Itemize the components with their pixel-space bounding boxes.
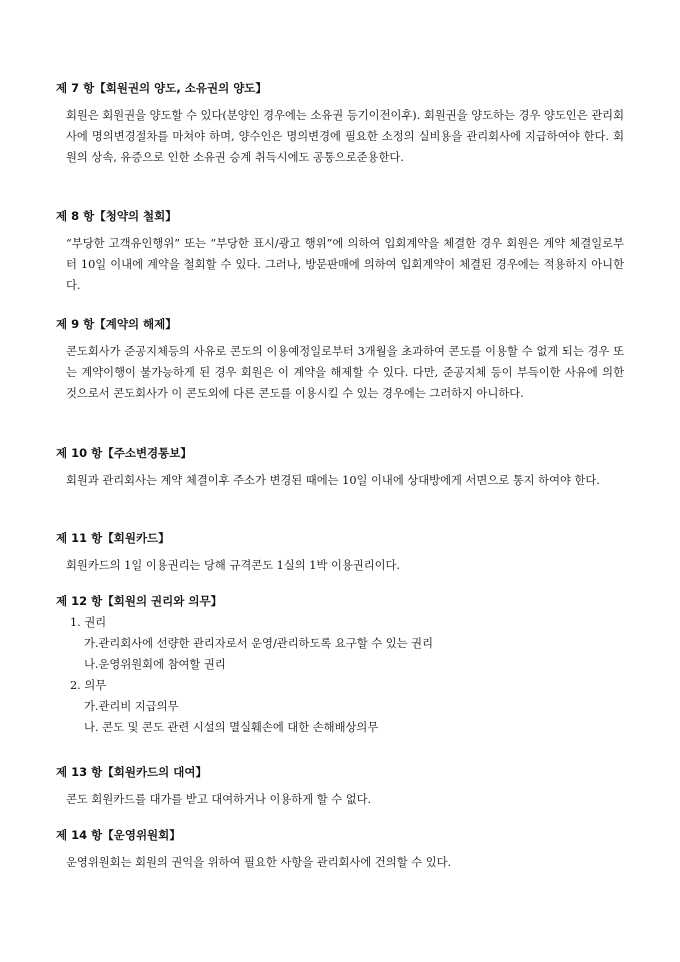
list-item: 나.운영위원회에 참여할 권리 (84, 658, 226, 671)
article-title: 제 11 항【회원카드】 (56, 531, 170, 545)
article-body: 콘도 회원카드를 대가를 받고 대여하거나 이용하게 할 수 없다. (66, 793, 372, 806)
list-heading-rights: 1. 권리 (70, 616, 107, 629)
article-13 (56, 764, 624, 810)
article-10 (56, 445, 624, 491)
article-12 (56, 593, 624, 738)
article-body: “부당한 고객유인행위” 또는 “부당한 표시/광고 행위”에 의하여 입회계약을 체결한 경우 회원은 계약 체결일로부터 10일 이내에 계약을 철회할 수 있다. 그러나, 방문판매에 의하여 입회계약이 체결된 경우에는 적용하지 아니한다. (66, 237, 624, 292)
list-item: 가.관리회사에 선량한 관리자로서 운영/관리하도록 요구할 수 있는 권리 (84, 637, 434, 650)
article-7 (56, 80, 624, 168)
article-body: 콘도회사가 준공지체등의 사유로 콘도의 이용예정일로부터 3개월을 초과하여 콘도를 이용할 수 없게 되는 경우 또는 계약이행이 불가능하게 된 경우 회원은 이 계약을 해제할 수 있다. 다만, 준공지체 등이 부득이한 사유에 의한 것으로서 콘도회사가 이 콘도외에 다른 콘도를 이용시킬 수 있는 경우에는 그러하지 아니하다. (66, 345, 624, 400)
article-title: 제 13 항【회원카드의 대여】 (56, 765, 207, 779)
article-body: 운영위원회는 회원의 권익을 위하여 필요한 사항을 관리회사에 건의할 수 있다. (66, 856, 452, 869)
article-8 (56, 208, 624, 296)
article-title: 제 9 항【계약의 해제】 (56, 317, 177, 331)
article-title: 제 8 항【청약의 철회】 (56, 209, 177, 223)
article-title: 제 14 항【운영위원회】 (56, 828, 181, 842)
article-body: 회원과 관리회사는 계약 체결이후 주소가 변경된 때에는 10일 이내에 상대방에게 서면으로 통지 하여야 한다. (66, 474, 600, 487)
article-title: 제 7 항【회원권의 양도, 소유권의 양도】 (56, 81, 267, 95)
article-14 (56, 827, 624, 873)
rights-duties-list (56, 612, 624, 738)
article-body: 회원카드의 1일 이용권리는 당해 규격콘도 1실의 1박 이용권리이다. (66, 559, 401, 572)
list-item: 가.관리비 지급의무 (84, 700, 179, 713)
article-body: 회원은 회원권을 양도할 수 있다(분양인 경우에는 소유권 등기이전이후). 회원권을 양도하는 경우 양도인은 관리회사에 명의변경절차를 마쳐야 하며, 양수인은 명의변경에 필요한 소정의 실비용을 관리회사에 지급하여야 한다. 회원의 상속, 유증으로 인한 소유권 승계 취득시에도 공통으로준용한다. (66, 109, 624, 164)
article-title: 제 10 항【주소변경통보】 (56, 446, 192, 460)
list-item: 나. 콘도 및 콘도 관련 시설의 멸실훼손에 대한 손해배상의무 (84, 721, 379, 734)
article-9 (56, 316, 624, 404)
article-11 (56, 530, 624, 576)
article-title: 제 12 항【회원의 권리와 의무】 (56, 594, 223, 608)
list-heading-duties: 2. 의무 (70, 679, 107, 692)
